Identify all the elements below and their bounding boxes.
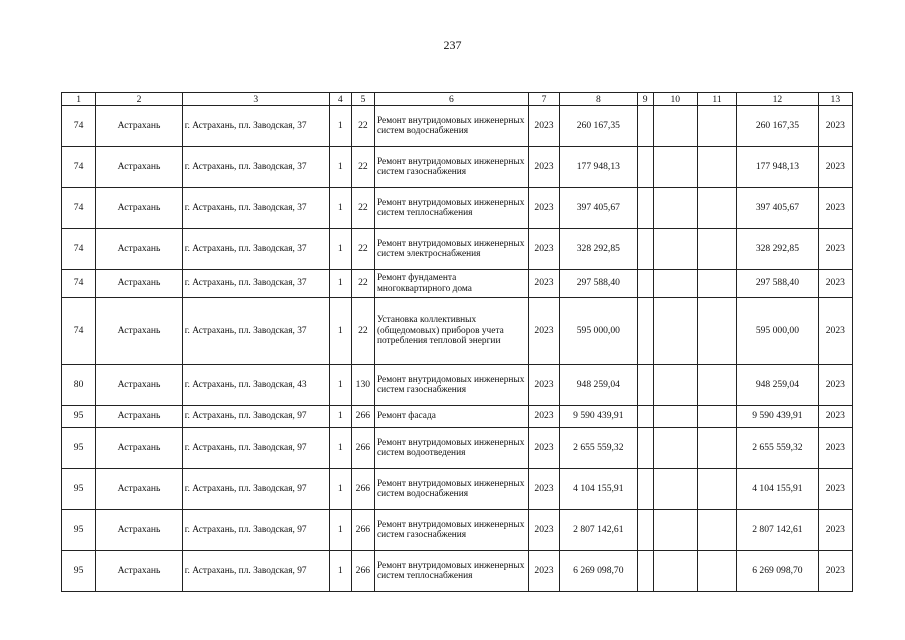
- building-count-cell: 1: [329, 229, 351, 270]
- year-cell: 2023: [528, 469, 559, 510]
- col-9-cell: [637, 551, 653, 592]
- house-number-code-cell: 266: [351, 428, 374, 469]
- fund-cost-cell: 297 588,40: [737, 270, 819, 298]
- municipality-cell: Астрахань: [96, 428, 183, 469]
- col-9-cell: [637, 469, 653, 510]
- address-cell: г. Астрахань, пл. Заводская, 97: [182, 469, 329, 510]
- row-index-cell: 95: [62, 428, 96, 469]
- work-type-cell: Ремонт фасада: [374, 406, 528, 428]
- col-9-cell: [637, 106, 653, 147]
- municipality-cell: Астрахань: [96, 270, 183, 298]
- col-11-cell: [697, 551, 736, 592]
- work-type-cell: Ремонт внутридомовых инженерных систем водоотведения: [374, 428, 528, 469]
- col-10-cell: [653, 229, 697, 270]
- col-9-cell: [637, 510, 653, 551]
- plan-year-cell: 2023: [818, 106, 852, 147]
- column-number-9: 9: [637, 93, 653, 106]
- col-10-cell: [653, 188, 697, 229]
- total-cost-cell: 397 405,67: [560, 188, 637, 229]
- address-cell: г. Астрахань, пл. Заводская, 97: [182, 510, 329, 551]
- fund-cost-cell: 177 948,13: [737, 147, 819, 188]
- table-row: [62, 270, 853, 298]
- col-11-cell: [697, 406, 736, 428]
- address-cell: г. Астрахань, пл. Заводская, 37: [182, 229, 329, 270]
- year-cell: 2023: [528, 188, 559, 229]
- col-10-cell: [653, 428, 697, 469]
- address-cell: г. Астрахань, пл. Заводская, 37: [182, 106, 329, 147]
- col-11-cell: [697, 298, 736, 365]
- work-type-cell: Ремонт внутридомовых инженерных систем газоснабжения: [374, 365, 528, 406]
- table-body: [62, 93, 853, 592]
- house-number-code-cell: 266: [351, 510, 374, 551]
- municipality-cell: Астрахань: [96, 298, 183, 365]
- col-11-cell: [697, 188, 736, 229]
- house-number-code-cell: 22: [351, 229, 374, 270]
- table-row: [62, 365, 853, 406]
- col-10-cell: [653, 106, 697, 147]
- work-type-cell: Ремонт внутридомовых инженерных систем газоснабжения: [374, 147, 528, 188]
- building-count-cell: 1: [329, 428, 351, 469]
- address-cell: г. Астрахань, пл. Заводская, 37: [182, 270, 329, 298]
- house-number-code-cell: 266: [351, 406, 374, 428]
- year-cell: 2023: [528, 551, 559, 592]
- table-row: [62, 147, 853, 188]
- building-count-cell: 1: [329, 406, 351, 428]
- col-11-cell: [697, 106, 736, 147]
- col-9-cell: [637, 188, 653, 229]
- plan-year-cell: 2023: [818, 551, 852, 592]
- col-10-cell: [653, 551, 697, 592]
- house-number-code-cell: 266: [351, 469, 374, 510]
- fund-cost-cell: 595 000,00: [737, 298, 819, 365]
- work-type-cell: Ремонт внутридомовых инженерных систем теплоснабжения: [374, 551, 528, 592]
- col-10-cell: [653, 469, 697, 510]
- building-count-cell: 1: [329, 106, 351, 147]
- total-cost-cell: 2 655 559,32: [560, 428, 637, 469]
- row-index-cell: 74: [62, 298, 96, 365]
- column-number-12: 12: [737, 93, 819, 106]
- row-index-cell: 95: [62, 510, 96, 551]
- house-number-code-cell: 22: [351, 298, 374, 365]
- column-number-4: 4: [329, 93, 351, 106]
- column-number-10: 10: [653, 93, 697, 106]
- year-cell: 2023: [528, 229, 559, 270]
- plan-year-cell: 2023: [818, 469, 852, 510]
- col-11-cell: [697, 469, 736, 510]
- plan-year-cell: 2023: [818, 406, 852, 428]
- municipality-cell: Астрахань: [96, 469, 183, 510]
- table-row: [62, 229, 853, 270]
- work-type-cell: Ремонт внутридомовых инженерных систем теплоснабжения: [374, 188, 528, 229]
- page-number: 237: [443, 38, 462, 52]
- column-number-13: 13: [818, 93, 852, 106]
- address-cell: г. Астрахань, пл. Заводская, 37: [182, 298, 329, 365]
- column-number-7: 7: [528, 93, 559, 106]
- address-cell: г. Астрахань, пл. Заводская, 97: [182, 428, 329, 469]
- fund-cost-cell: 4 104 155,91: [737, 469, 819, 510]
- municipality-cell: Астрахань: [96, 365, 183, 406]
- col-10-cell: [653, 298, 697, 365]
- col-10-cell: [653, 147, 697, 188]
- col-9-cell: [637, 365, 653, 406]
- col-9-cell: [637, 428, 653, 469]
- plan-year-cell: 2023: [818, 188, 852, 229]
- municipality-cell: Астрахань: [96, 551, 183, 592]
- municipality-cell: Астрахань: [96, 406, 183, 428]
- building-count-cell: 1: [329, 298, 351, 365]
- table-row: [62, 551, 853, 592]
- municipality-cell: Астрахань: [96, 510, 183, 551]
- row-index-cell: 74: [62, 188, 96, 229]
- fund-cost-cell: 2 807 142,61: [737, 510, 819, 551]
- municipality-cell: Астрахань: [96, 188, 183, 229]
- plan-year-cell: 2023: [818, 270, 852, 298]
- table-row: [62, 188, 853, 229]
- municipality-cell: Астрахань: [96, 229, 183, 270]
- col-11-cell: [697, 365, 736, 406]
- work-type-cell: Ремонт внутридомовых инженерных систем водоснабжения: [374, 469, 528, 510]
- house-number-code-cell: 22: [351, 106, 374, 147]
- fund-cost-cell: 260 167,35: [737, 106, 819, 147]
- table-row: [62, 106, 853, 147]
- col-9-cell: [637, 270, 653, 298]
- address-cell: г. Астрахань, пл. Заводская, 97: [182, 406, 329, 428]
- row-index-cell: 74: [62, 106, 96, 147]
- fund-cost-cell: 9 590 439,91: [737, 406, 819, 428]
- row-index-cell: 95: [62, 406, 96, 428]
- work-type-cell: Ремонт внутридомовых инженерных систем газоснабжения: [374, 510, 528, 551]
- column-number-5: 5: [351, 93, 374, 106]
- municipality-cell: Астрахань: [96, 106, 183, 147]
- year-cell: 2023: [528, 106, 559, 147]
- municipality-cell: Астрахань: [96, 147, 183, 188]
- row-index-cell: 95: [62, 551, 96, 592]
- col-11-cell: [697, 270, 736, 298]
- total-cost-cell: 2 807 142,61: [560, 510, 637, 551]
- house-number-code-cell: 266: [351, 551, 374, 592]
- total-cost-cell: 9 590 439,91: [560, 406, 637, 428]
- col-9-cell: [637, 406, 653, 428]
- year-cell: 2023: [528, 147, 559, 188]
- building-count-cell: 1: [329, 188, 351, 229]
- address-cell: г. Астрахань, пл. Заводская, 37: [182, 188, 329, 229]
- building-count-cell: 1: [329, 365, 351, 406]
- building-count-cell: 1: [329, 551, 351, 592]
- plan-year-cell: 2023: [818, 147, 852, 188]
- year-cell: 2023: [528, 365, 559, 406]
- fund-cost-cell: 6 269 098,70: [737, 551, 819, 592]
- total-cost-cell: 328 292,85: [560, 229, 637, 270]
- fund-cost-cell: 948 259,04: [737, 365, 819, 406]
- row-index-cell: 95: [62, 469, 96, 510]
- plan-year-cell: 2023: [818, 428, 852, 469]
- year-cell: 2023: [528, 428, 559, 469]
- total-cost-cell: 6 269 098,70: [560, 551, 637, 592]
- work-type-cell: Ремонт внутридомовых инженерных систем водоснабжения: [374, 106, 528, 147]
- house-number-code-cell: 22: [351, 188, 374, 229]
- col-11-cell: [697, 147, 736, 188]
- col-10-cell: [653, 270, 697, 298]
- column-number-11: 11: [697, 93, 736, 106]
- table-row: [62, 428, 853, 469]
- address-cell: г. Астрахань, пл. Заводская, 37: [182, 147, 329, 188]
- total-cost-cell: 4 104 155,91: [560, 469, 637, 510]
- building-count-cell: 1: [329, 469, 351, 510]
- row-index-cell: 80: [62, 365, 96, 406]
- work-type-cell: Ремонт внутридомовых инженерных систем электроснабжения: [374, 229, 528, 270]
- table-row: [62, 298, 853, 365]
- year-cell: 2023: [528, 298, 559, 365]
- column-number-1: 1: [62, 93, 96, 106]
- address-cell: г. Астрахань, пл. Заводская, 43: [182, 365, 329, 406]
- capital-repair-table: [61, 92, 853, 592]
- total-cost-cell: 260 167,35: [560, 106, 637, 147]
- work-type-cell: Ремонт фундамента многоквартирного дома: [374, 270, 528, 298]
- year-cell: 2023: [528, 406, 559, 428]
- total-cost-cell: 297 588,40: [560, 270, 637, 298]
- plan-year-cell: 2023: [818, 510, 852, 551]
- column-number-2: 2: [96, 93, 183, 106]
- col-10-cell: [653, 365, 697, 406]
- col-11-cell: [697, 229, 736, 270]
- col-10-cell: [653, 510, 697, 551]
- total-cost-cell: 948 259,04: [560, 365, 637, 406]
- row-index-cell: 74: [62, 147, 96, 188]
- building-count-cell: 1: [329, 510, 351, 551]
- year-cell: 2023: [528, 510, 559, 551]
- total-cost-cell: 595 000,00: [560, 298, 637, 365]
- house-number-code-cell: 22: [351, 147, 374, 188]
- address-cell: г. Астрахань, пл. Заводская, 97: [182, 551, 329, 592]
- column-number-6: 6: [374, 93, 528, 106]
- fund-cost-cell: 397 405,67: [737, 188, 819, 229]
- column-number-8: 8: [560, 93, 637, 106]
- total-cost-cell: 177 948,13: [560, 147, 637, 188]
- building-count-cell: 1: [329, 147, 351, 188]
- col-10-cell: [653, 406, 697, 428]
- column-number-3: 3: [182, 93, 329, 106]
- table-row: [62, 406, 853, 428]
- house-number-code-cell: 22: [351, 270, 374, 298]
- year-cell: 2023: [528, 270, 559, 298]
- row-index-cell: 74: [62, 270, 96, 298]
- house-number-code-cell: 130: [351, 365, 374, 406]
- work-type-cell: Установка коллективных (общедомовых) приборов учета потребления тепловой энергии: [374, 298, 528, 365]
- fund-cost-cell: 2 655 559,32: [737, 428, 819, 469]
- plan-year-cell: 2023: [818, 365, 852, 406]
- col-9-cell: [637, 147, 653, 188]
- column-number-row: [62, 93, 853, 106]
- fund-cost-cell: 328 292,85: [737, 229, 819, 270]
- table-row: [62, 510, 853, 551]
- col-11-cell: [697, 428, 736, 469]
- col-9-cell: [637, 229, 653, 270]
- col-9-cell: [637, 298, 653, 365]
- col-11-cell: [697, 510, 736, 551]
- row-index-cell: 74: [62, 229, 96, 270]
- plan-year-cell: 2023: [818, 298, 852, 365]
- plan-year-cell: 2023: [818, 229, 852, 270]
- building-count-cell: 1: [329, 270, 351, 298]
- table-row: [62, 469, 853, 510]
